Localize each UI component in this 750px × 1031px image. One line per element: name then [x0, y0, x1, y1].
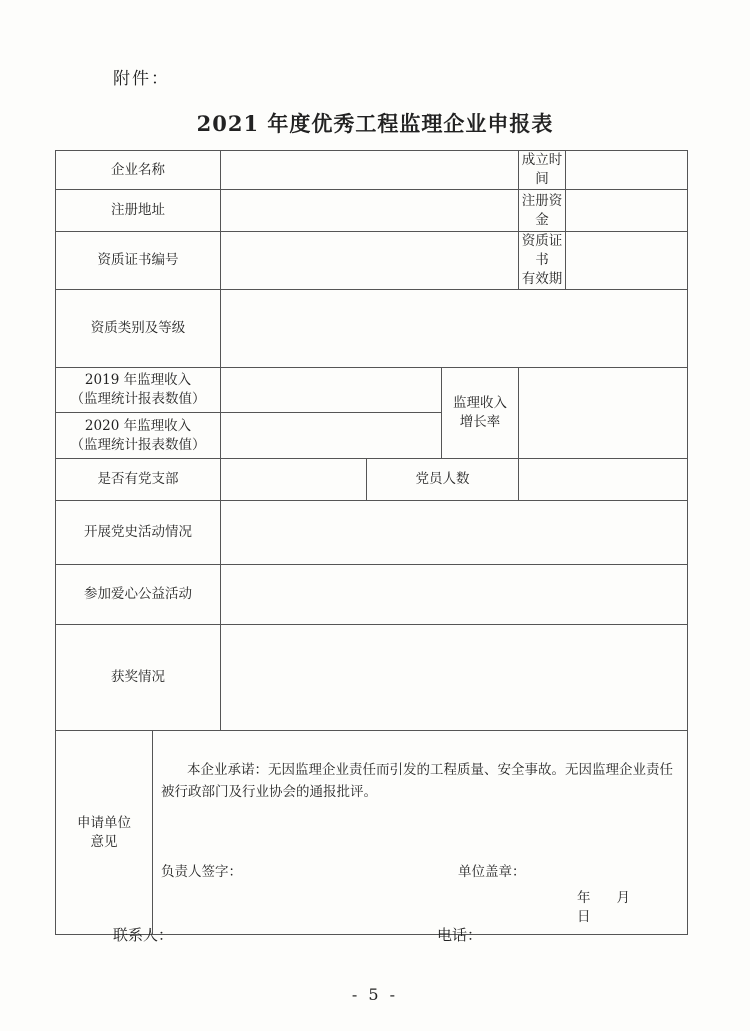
- field-income-growth[interactable]: [519, 368, 688, 459]
- date-day: 日: [577, 909, 591, 925]
- label-income-2019: [56, 368, 221, 413]
- stamp-label: 单位盖章：: [458, 864, 526, 880]
- field-party-history[interactable]: [221, 501, 688, 565]
- label-opinion-line1: 申请单位: [77, 814, 131, 831]
- row-income-2019: [56, 368, 688, 413]
- field-income-2019[interactable]: [221, 368, 442, 413]
- label-party-branch: 是否有党支部: [56, 459, 221, 501]
- row-company-name: [56, 151, 688, 190]
- label-opinion: [56, 731, 153, 935]
- field-party-members[interactable]: [519, 459, 688, 501]
- label-cert-valid-line1: 资质证书: [521, 233, 563, 268]
- label-party-history: 开展党史活动情况: [56, 501, 221, 565]
- label-cert-no: 资质证书编号: [56, 232, 221, 290]
- form-title: 2021 年度优秀工程监理企业申报表: [196, 111, 554, 136]
- phone-label: 电话：: [437, 926, 483, 944]
- row-party-history: [56, 501, 688, 565]
- label-reg-address: 注册地址: [56, 190, 221, 232]
- label-income-growth: [442, 368, 519, 459]
- contact-label: 联系人：: [113, 926, 174, 944]
- field-reg-capital[interactable]: [566, 190, 688, 232]
- commitment-text: 本企业承诺：无因监理企业责任而引发的工程质量、安全事故。无因监理企业责任被行政部门及行业协会的通报批评。: [161, 762, 673, 800]
- label-income-2020-line1: 2020 年监理收入: [84, 417, 192, 434]
- signature-label: 负责人签字：: [161, 864, 242, 880]
- label-qual-type: 资质类别及等级: [56, 290, 221, 368]
- row-charity: [56, 565, 688, 625]
- field-qual-type[interactable]: [221, 290, 688, 368]
- field-cert-no[interactable]: [221, 232, 519, 290]
- row-party: [56, 459, 688, 501]
- label-charity: 参加爱心公益活动: [56, 565, 221, 625]
- label-opinion-line2: 意见: [90, 833, 118, 850]
- label-party-members: 党员人数: [367, 459, 519, 501]
- row-opinion: [56, 731, 688, 935]
- label-established: 成立时间: [519, 151, 566, 190]
- label-awards: 获奖情况: [56, 625, 221, 731]
- row-cert-no: [56, 232, 688, 290]
- label-income-2020: [56, 413, 221, 459]
- date-month: 月: [616, 890, 630, 906]
- row-awards: [56, 625, 688, 731]
- attachment-label: 附件：: [113, 69, 170, 89]
- row-reg-address: [56, 190, 688, 232]
- label-cert-valid: [519, 232, 566, 290]
- field-company-name[interactable]: [221, 151, 519, 190]
- field-awards[interactable]: [221, 625, 688, 731]
- field-cert-valid[interactable]: [566, 232, 688, 290]
- label-reg-capital: 注册资金: [519, 190, 566, 232]
- label-income-2020-line2: （监理统计报表数值）: [70, 436, 206, 453]
- field-reg-address[interactable]: [221, 190, 519, 232]
- field-party-branch[interactable]: [221, 459, 367, 501]
- date-year: 年: [577, 890, 591, 906]
- label-company-name: 企业名称: [56, 151, 221, 190]
- field-income-2020[interactable]: [221, 413, 442, 459]
- label-income-2019-line1: 2019 年监理收入: [84, 372, 192, 388]
- field-opinion[interactable]: [153, 731, 688, 935]
- row-qual-type: [56, 290, 688, 368]
- label-income-2019-line2: （监理统计报表数值）: [70, 391, 206, 407]
- field-charity[interactable]: [221, 565, 688, 625]
- label-cert-valid-line2: 有效期: [521, 271, 563, 287]
- label-income-growth-line1: 监理收入: [453, 395, 507, 411]
- date-line: [577, 889, 687, 927]
- label-income-growth-line2: 增长率: [459, 414, 501, 430]
- field-established[interactable]: [566, 151, 688, 190]
- page-number: - 5 -: [351, 985, 399, 1004]
- application-form-table: [55, 150, 688, 935]
